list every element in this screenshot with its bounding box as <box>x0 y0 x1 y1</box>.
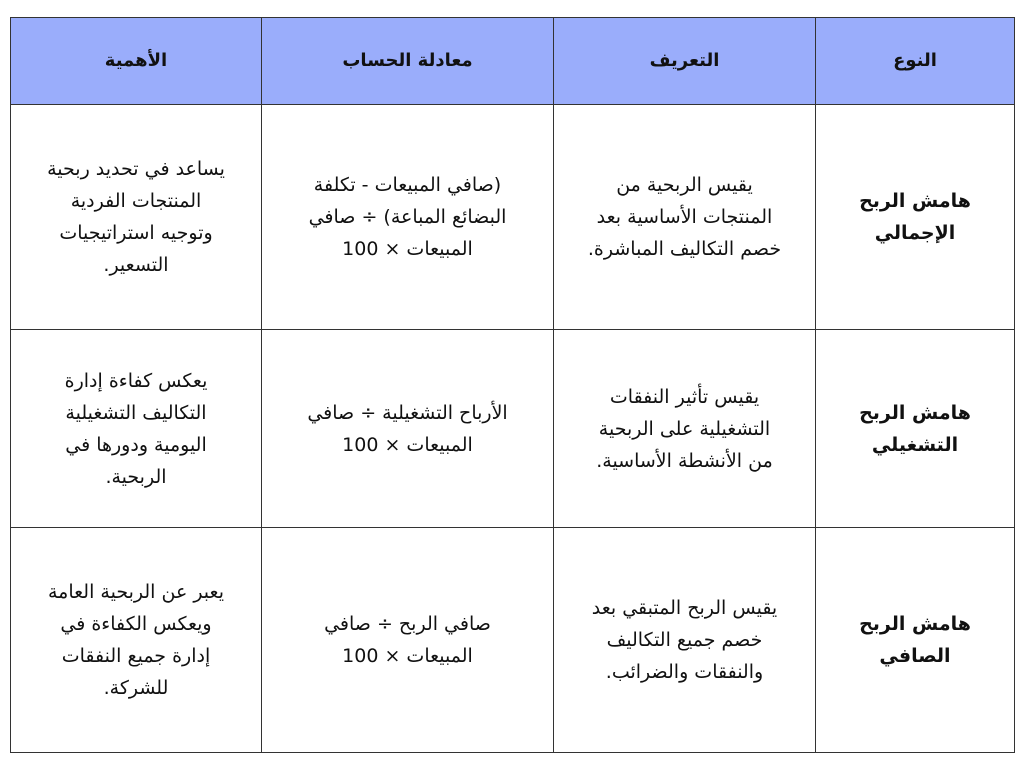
cell-type: هامش الربح الإجمالي <box>816 105 1015 330</box>
cell-definition: يقيس تأثير النفقات التشغيلية على الربحية من الأنشطة الأساسية. <box>554 330 816 528</box>
cell-importance: يساعد في تحديد ربحية المنتجات الفردية وتوجيه استراتيجيات التسعير. <box>11 105 262 330</box>
header-formula: معادلة الحساب <box>262 18 554 105</box>
cell-formula: الأرباح التشغيلية ÷ صافي المبيعات × 100 <box>262 330 554 528</box>
header-importance: الأهمية <box>11 18 262 105</box>
cell-importance: يعبر عن الربحية العامة ويعكس الكفاءة في إدارة جميع النفقات للشركة. <box>11 528 262 753</box>
cell-definition: يقيس الربحية من المنتجات الأساسية بعد خصم التكاليف المباشرة. <box>554 105 816 330</box>
cell-definition: يقيس الربح المتبقي بعد خصم جميع التكاليف والنفقات والضرائب. <box>554 528 816 753</box>
profit-margin-table <box>10 17 1015 753</box>
cell-type: هامش الربح الصافي <box>816 528 1015 753</box>
header-definition: التعريف <box>554 18 816 105</box>
cell-formula: (صافي المبيعات - تكلفة البضائع المباعة) ÷ صافي المبيعات × 100 <box>262 105 554 330</box>
table-row <box>11 528 1015 753</box>
cell-type: هامش الربح التشغيلي <box>816 330 1015 528</box>
table-row <box>11 330 1015 528</box>
header-row <box>11 18 1015 105</box>
header-type: النوع <box>816 18 1015 105</box>
table-row <box>11 105 1015 330</box>
cell-formula: صافي الربح ÷ صافي المبيعات × 100 <box>262 528 554 753</box>
cell-importance: يعكس كفاءة إدارة التكاليف التشغيلية اليومية ودورها في الربحية. <box>11 330 262 528</box>
